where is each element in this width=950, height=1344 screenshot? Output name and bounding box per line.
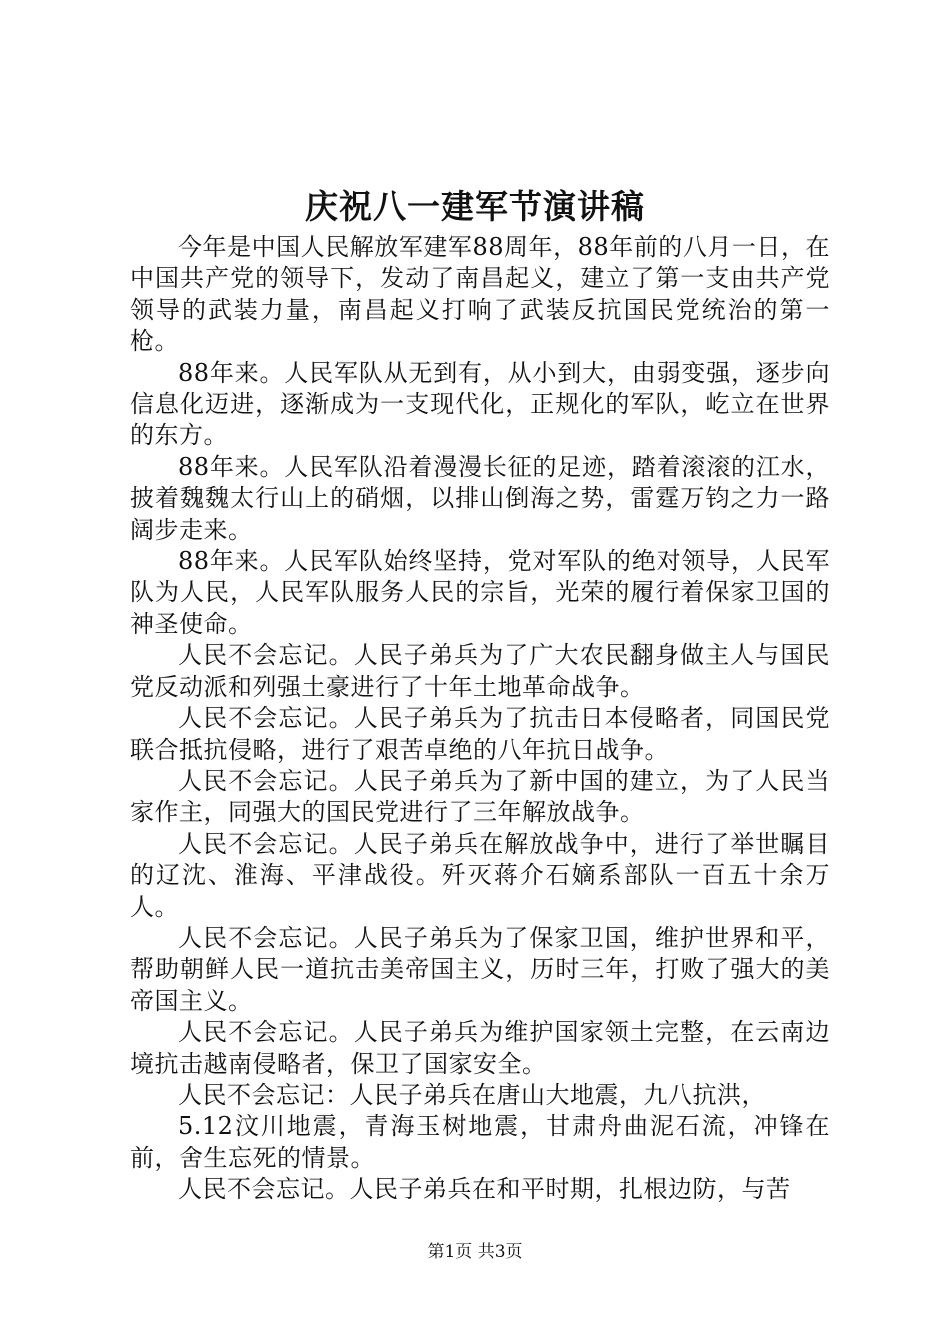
paragraph: 人民不会忘记。人民子弟兵在和平时期，扎根边防，与苦 xyxy=(178,1175,791,1204)
paragraph: 88年来。人民军队沿着漫漫长征的足迹，踏着滚滚的江水，披着魏魏太行山上的硝烟，以排山倒海之势，雷霆万钧之力一路阔步走来。 xyxy=(130,452,830,544)
document-title: 庆祝八一建军节演讲稿 xyxy=(305,187,645,226)
paragraph: 人民不会忘记。人民子弟兵为了保家卫国，维护世界和平，帮助朝鲜人民一道抗击美帝国主义，历时三年，打败了强大的美帝国主义。 xyxy=(130,923,830,1015)
paragraph: 人民不会忘记。人民子弟兵为了广大农民翻身做主人与国民党反动派和列强土豪进行了十年土地革命战争。 xyxy=(130,641,830,701)
paragraph: 人民不会忘记。人民子弟兵为维护国家领土完整，在云南边境抗击越南侵略者，保卫了国家安全。 xyxy=(130,1018,830,1078)
page-footer: 第1页 共3页 xyxy=(427,1242,523,1262)
paragraph: 5.12汶川地震，青海玉树地震，甘肃舟曲泥石流，冲锋在前，舍生忘死的情景。 xyxy=(130,1112,830,1172)
document-body xyxy=(130,232,830,1206)
paragraph: 今年是中国人民解放军建军88周年，88年前的八月一日，在中国共产党的领导下，发动了南昌起义，建立了第一支由共产党领导的武装力量，南昌起义打响了武装反抗国民党统治的第一枪。 xyxy=(130,233,830,356)
paragraph: 人民不会忘记。人民子弟兵为了抗击日本侵略者，同国民党联合抵抗侵略，进行了艰苦卓绝的八年抗日战争。 xyxy=(130,704,830,764)
paragraph: 88年来。人民军队从无到有，从小到大，由弱变强，逐步向信息化迈进，逐渐成为一支现代化，正规化的军队，屹立在世界的东方。 xyxy=(130,358,830,450)
paragraph: 88年来。人民军队始终坚持，党对军队的绝对领导，人民军队为人民，人民军队服务人民的宗旨，光荣的履行着保家卫国的神圣使命。 xyxy=(130,547,830,638)
paragraph: 人民不会忘记：人民子弟兵在唐山大地震，九八抗洪， xyxy=(178,1080,766,1109)
paragraph: 人民不会忘记。人民子弟兵为了新中国的建立，为了人民当家作主，同强大的国民党进行了三年解放战争。 xyxy=(130,766,830,827)
paragraph: 人民不会忘记。人民子弟兵在解放战争中，进行了举世瞩目的辽沈、淮海、平津战役。歼灭蒋介石嫡系部队一百五十余万人。 xyxy=(130,829,830,921)
